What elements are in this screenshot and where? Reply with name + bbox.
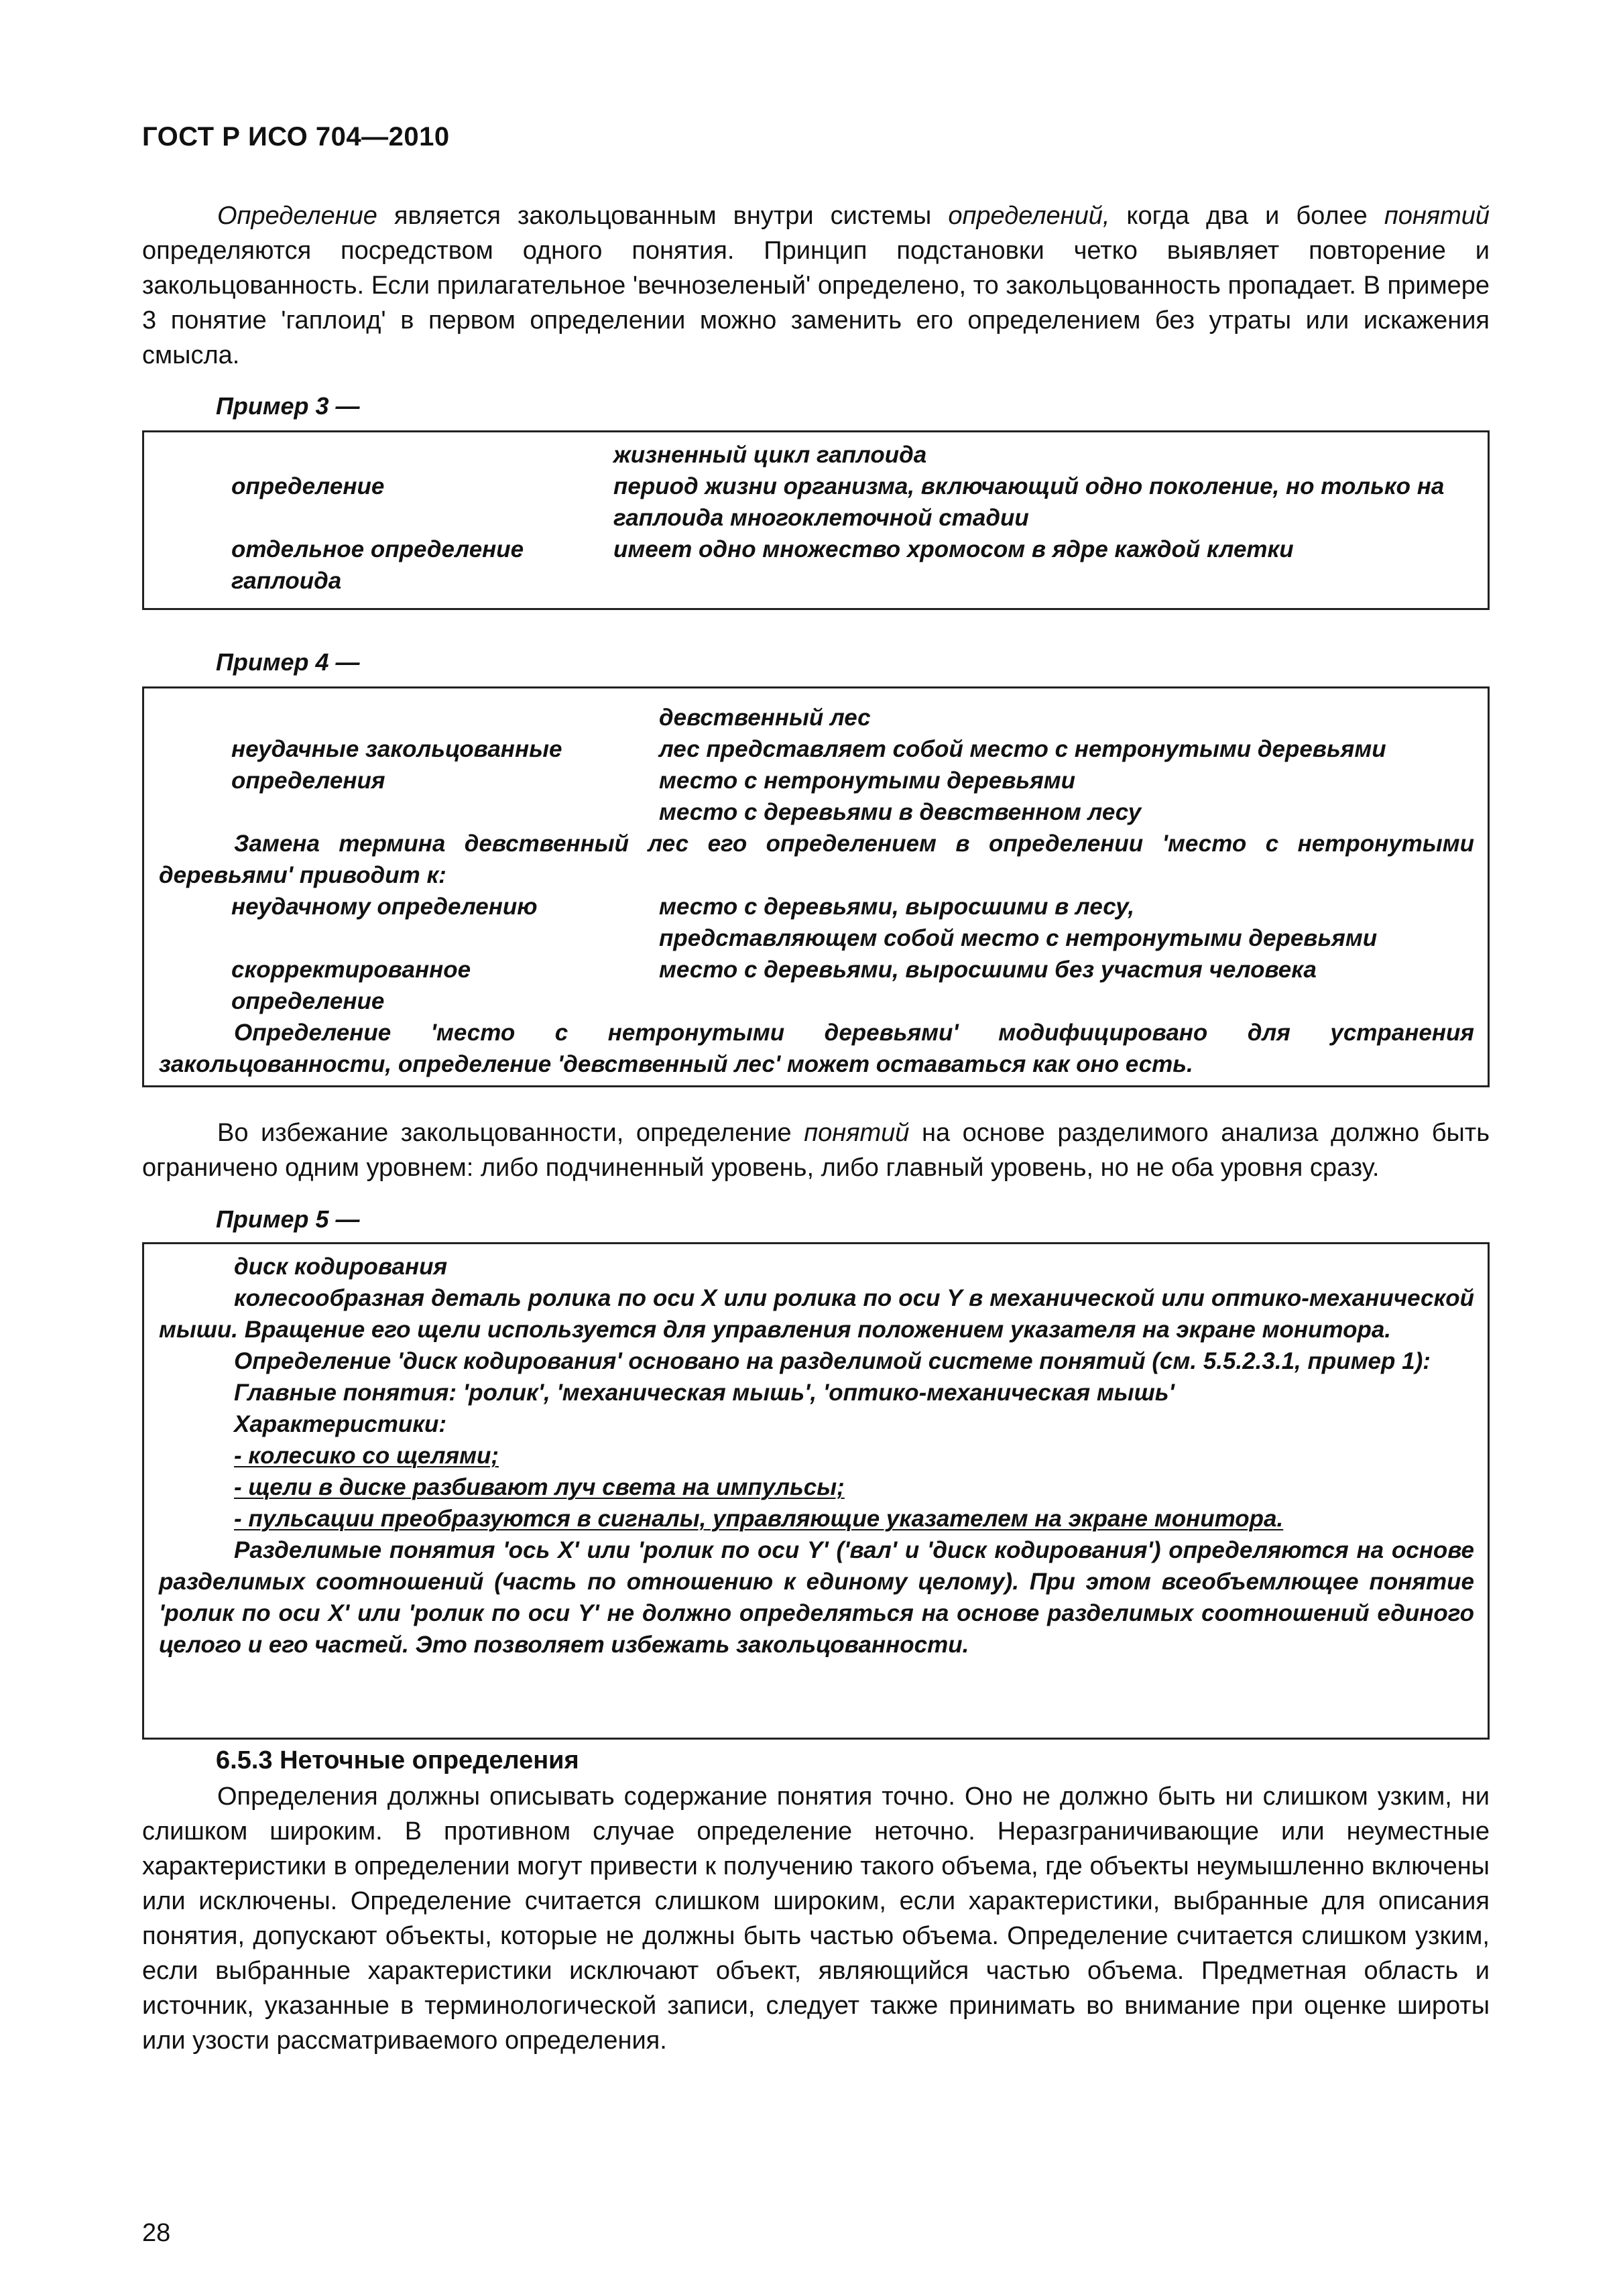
example-4-fail-def-1: место с деревьями, выросшими в лесу,: [659, 894, 1135, 920]
example-4-replace-note: Замена термина девственный лес его определением в определении 'место с нетронутыми деревьями' приводит к:: [159, 831, 1474, 888]
example-4-bad-def-3: место с деревьями в девственном лесу: [659, 799, 1142, 825]
section-paragraph: [142, 1779, 1490, 2058]
intro-text-2: когда два и более: [1109, 202, 1384, 230]
middle-text-1: Во избежание закольцованности, определение: [217, 1119, 804, 1147]
example-4-bad-term: неудачные закольцованные определения: [231, 736, 562, 794]
intro-text-3: определяются посредством одного понятия. Принцип подстановки четко выявляет повторение и закольцованность. Если прилагательное 'вечнозеленый' определено, то закольцованность пропадает. В примере 3 понятие 'гаплоид' в первом определении можно заменить его определением без утраты или искажения смысла.: [142, 237, 1490, 369]
example-5-characteristic-1: - колесико со щелями;: [234, 1443, 499, 1469]
example-4-fixed-term: скорректированное определение: [231, 957, 471, 1014]
example-5-characteristics-label: Характеристики:: [234, 1411, 447, 1437]
middle-text-2: на основе разделимого анализа должно быть ограничено одним уровнем: либо подчиненный уровень, либо главный уровень, но не оба уровня сразу.: [142, 1119, 1490, 1182]
example-4-fail-def-2: представляющем собой место с нетронутыми деревьями: [659, 925, 1378, 951]
example-5-basis: Определение 'диск кодирования' основано на разделимой системе понятий (см. 5.5.2.3.1, пример 1):: [234, 1348, 1431, 1374]
section-text: Определения должны описывать содержание понятия точно. Оно не должно быть ни слишком узким, ни слишком широким. В противном случае определение неточно. Неразграничивающие или неуместные характеристики в определении могут привести к получению такого объема, где объекты неумышленно включены или исключены. Определение считается слишком широким, если характеристики, выбранные для описания понятия, допускают объекты, которые не должны быть частью объема. Определение считается слишком узким, если выбранные характеристики исключают объект, являющийся частью объема. Предметная область и источник, указанные в терминологической записи, следует также принимать во внимание при оценке широты или узости рассматриваемого определения.: [142, 1783, 1490, 2055]
intro-term-definition: Определение: [217, 202, 377, 230]
example-3-headword: жизненный цикл гаплоида: [613, 442, 927, 468]
intro-text-1: является закольцованным внутри системы: [377, 202, 949, 230]
example-4-box: [142, 686, 1490, 1087]
example-3-term-1: определение: [231, 473, 385, 499]
example-5-headword: диск кодирования: [234, 1254, 448, 1280]
example-4-headword: девственный лес: [659, 705, 871, 731]
middle-paragraph: [142, 1115, 1490, 1185]
middle-term-concepts: понятий: [804, 1119, 910, 1147]
example-5-label: Пример 5 —: [216, 1205, 360, 1233]
intro-term-concepts: понятий: [1384, 202, 1490, 230]
example-4-fixed-def: место с деревьями, выросшими без участия человека: [659, 957, 1317, 983]
section-heading: 6.5.3 Неточные определения: [216, 1746, 579, 1774]
example-4-conclusion: Определение 'место с нетронутыми деревьями' модифицировано для устранения закольцованности, определение 'девственный лес' может оставаться как оно есть.: [159, 1020, 1474, 1077]
example-5-box: [142, 1242, 1490, 1740]
intro-paragraph: [142, 198, 1490, 373]
example-3-label: Пример 3 —: [216, 392, 360, 420]
page-number: 28: [142, 2219, 171, 2247]
example-4-bad-def-2: место с нетронутыми деревьями: [659, 768, 1076, 794]
example-4-label: Пример 4 —: [216, 648, 360, 676]
example-3-box: [142, 430, 1490, 610]
example-3-def-1: период жизни организма, включающий одно поколение, но только на гаплоида многоклеточной стадии: [613, 473, 1445, 531]
intro-term-definitions: определений,: [948, 202, 1110, 230]
example-3-term-2: отдельное определение гаплоида: [231, 536, 524, 594]
example-5-main-concepts: Главные понятия: 'ролик', 'механическая мышь', 'оптико-механическая мышь': [234, 1380, 1175, 1406]
document-header: ГОСТ Р ИСО 704—2010: [142, 122, 450, 152]
example-5-definition: колесообразная деталь ролика по оси X или ролика по оси Y в механической или оптико-механической мыши. Вращение его щели используется для управления положением указателя на экране монитора.: [159, 1285, 1474, 1343]
example-5-closing: Разделимые понятия 'ось X' или 'ролик по оси Y' ('вал' и 'диск кодирования') определяются на основе разделимых соотношений (часть по отношению к единому целому). При этом всеобъемлющее понятие 'ролик по оси X' или 'ролик по оси Y' не должно определяться на основе разделимых соотношений единого целого и его частей. Это позволяет избежать закольцованности.: [159, 1537, 1474, 1658]
example-5-characteristic-2: - щели в диске разбивают луч света на импульсы;: [234, 1474, 845, 1500]
example-4-fail-term: неудачному определению: [231, 894, 538, 920]
example-5-characteristic-3: - пульсации преобразуются в сигналы, управляющие указателем на экране монитора.: [234, 1506, 1284, 1532]
example-4-bad-def-1: лес представляет собой место с нетронутыми деревьями: [659, 736, 1386, 762]
example-3-def-2: имеет одно множество хромосом в ядре каждой клетки: [613, 536, 1294, 562]
